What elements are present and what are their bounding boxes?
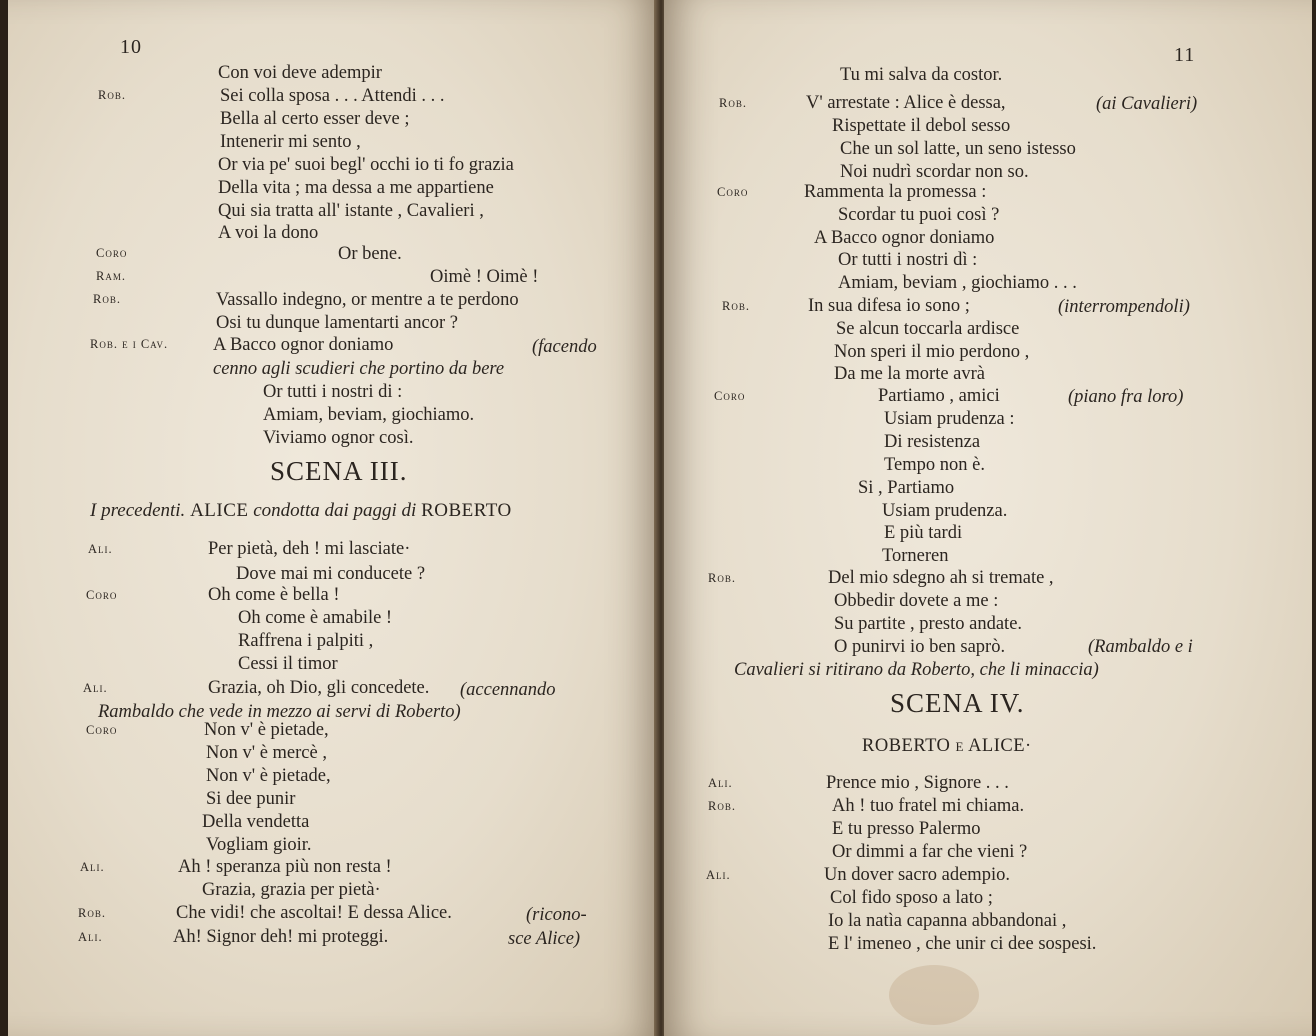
verse-line: Intenerir mi sento , (220, 132, 361, 152)
speaker-label: Coro (86, 723, 118, 737)
verse-line: Viviamo ognor così. (263, 428, 414, 448)
verse-line: A Bacco ognor doniamo (814, 228, 995, 248)
stage-direction: sce Alice) (508, 929, 581, 949)
verse-line: Bella al certo esser deve ; (220, 109, 410, 129)
verse-line: Cessi il timor (238, 654, 338, 674)
speaker-label: Rob. (722, 299, 750, 313)
speaker-label: Rob. (708, 799, 736, 813)
verse-line: Un dover sacro adempio. (824, 865, 1010, 885)
verse-line: Vogliam gioir. (206, 835, 312, 855)
paper-stain (889, 965, 979, 1025)
scene-title: SCENA IV. (890, 688, 1025, 718)
stage-direction: (ai Cavalieri) (1096, 94, 1198, 114)
verse-line: Oimè ! Oimè ! (430, 267, 539, 287)
speaker-label: Coro (717, 185, 749, 199)
verse-line: Ah! Signor deh! mi proteggi. (173, 927, 389, 947)
verse-line: Ah ! speranza più non resta ! (178, 857, 392, 877)
verse-line: Grazia, grazia per pietà· (202, 880, 381, 900)
stage-direction: (interrompendoli) (1058, 297, 1190, 317)
verse-line: Che un sol latte, un seno istesso (840, 139, 1076, 159)
verse-line: Per pietà, deh ! mi lasciate· (208, 539, 411, 559)
verse-line: Scordar tu puoi così ? (838, 205, 1000, 225)
scene-title: SCENA III. (270, 456, 408, 486)
verse-line: Tempo non è. (884, 455, 985, 475)
speaker-label: Rob. (78, 906, 106, 920)
stage-direction: (piano fra loro) (1068, 387, 1184, 407)
verse-line: Amiam, beviam, giochiamo. (263, 405, 475, 425)
right-page (664, 0, 1312, 1036)
scene-description: ROBERTO e ALICE· (862, 736, 1032, 756)
verse-line: Con voi deve adempir (218, 63, 382, 83)
verse-line: Dove mai mi conducete ? (236, 564, 426, 584)
verse-line: Rispettate il debol sesso (832, 116, 1011, 136)
verse-line: Qui sia tratta all' istante , Cavalieri , (218, 201, 484, 221)
verse-line: Or via pe' suoi begl' occhi io ti fo grazia (218, 155, 514, 175)
verse-line: Or dimmi a far che vieni ? (832, 842, 1028, 862)
speaker-label: Rob. (93, 292, 121, 306)
verse-line: Da me la morte avrà (834, 364, 986, 384)
speaker-label: Rob. (719, 96, 747, 110)
verse-line: Su partite , presto andate. (834, 614, 1023, 634)
verse-line: A voi la dono (218, 223, 319, 243)
speaker-label: Rob. e i Cav. (90, 337, 169, 351)
verse-line: Non speri il mio perdono , (834, 342, 1030, 362)
verse-line: Ah ! tuo fratel mi chiama. (832, 796, 1025, 816)
verse-line: Or bene. (338, 244, 402, 264)
verse-line: Amiam, beviam , giochiamo . . . (838, 273, 1077, 293)
verse-line: E l' imeneo , che unir ci dee sospesi. (828, 934, 1097, 954)
speaker-label: Ali. (706, 868, 731, 882)
verse-line: Della vendetta (202, 812, 310, 832)
speaker-label: Coro (714, 389, 746, 403)
verse-line: Raffrena i palpiti , (238, 631, 374, 651)
verse-line: Or tutti i nostri di : (263, 382, 403, 402)
verse-line: Osi tu dunque lamentarti ancor ? (216, 313, 458, 333)
verse-line: Si dee punir (206, 789, 296, 809)
left-page (8, 0, 658, 1036)
speaker-label: Rob. (98, 88, 126, 102)
stage-direction: (accennando (460, 680, 556, 700)
stage-direction: Rambaldo che vede in mezzo ai servi di Roberto) (98, 702, 461, 722)
verse-line: E tu presso Palermo (832, 819, 981, 839)
stage-direction: (ricono- (526, 905, 587, 925)
verse-line: Prence mio , Signore . . . (826, 773, 1009, 793)
speaker-label: Ali. (88, 542, 113, 556)
verse-line: Torneren (882, 546, 949, 566)
verse-line: Si , Partiamo (858, 478, 955, 498)
verse-line: Usiam prudenza. (882, 501, 1008, 521)
verse-line: Usiam prudenza : (884, 409, 1015, 429)
speaker-label: Ali. (83, 681, 108, 695)
character-name: ROBERTO (421, 500, 512, 521)
verse-line: V' arrestate : Alice è dessa, (806, 93, 1006, 113)
stage-direction: Cavalieri si ritirano da Roberto, che li minaccia) (734, 660, 1099, 680)
verse-line: Della vita ; ma dessa a me appartiene (218, 178, 494, 198)
verse-line: Grazia, oh Dio, gli concedete. (208, 678, 430, 698)
verse-line: Che vidi! che ascoltai! E dessa Alice. (176, 903, 452, 923)
verse-line: Non v' è mercè , (206, 743, 327, 763)
verse-line: Noi nudrì scordar non so. (840, 162, 1029, 182)
verse-line: In sua difesa io sono ; (808, 296, 970, 316)
speaker-label: Rob. (708, 571, 736, 585)
speaker-label: Ali. (80, 860, 105, 874)
verse-line: Rammenta la promessa : (804, 182, 987, 202)
verse-line: Oh come è bella ! (208, 585, 340, 605)
verse-line: Partiamo , amici (878, 386, 1000, 406)
verse-line: Obbedir dovete a me : (834, 591, 999, 611)
verse-line: Di resistenza (884, 432, 981, 452)
verse-line: Sei colla sposa . . . Attendi . . . (220, 86, 445, 106)
stage-direction: (facendo (532, 337, 597, 357)
verse-line: Oh come è amabile ! (238, 608, 393, 628)
page-number: 11 (1174, 44, 1196, 66)
character-name: ALICE (190, 500, 249, 521)
verse-line: Col fido sposo a lato ; (830, 888, 993, 908)
speaker-label: Ali. (78, 930, 103, 944)
scene-description-part: I precedenti. (90, 500, 186, 521)
stage-direction: (Rambaldo e i (1088, 637, 1193, 657)
verse-line: Or tutti i nostri dì : (838, 250, 978, 270)
speaker-label: Coro (86, 588, 118, 602)
speaker-label: Ali. (708, 776, 733, 790)
verse-line: A Bacco ognor doniamo (213, 335, 394, 355)
verse-line: O punirvi io ben saprò. (834, 637, 1006, 657)
stage-direction: cenno agli scudieri che portino da bere (213, 359, 505, 379)
scene-description (90, 500, 512, 522)
verse-line: Non v' è pietade, (204, 720, 329, 740)
verse-line: Se alcun toccarla ardisce (836, 319, 1020, 339)
page-number: 10 (120, 36, 142, 58)
verse-line: Non v' è pietade, (206, 766, 331, 786)
verse-line: E più tardi (884, 523, 963, 543)
verse-line: Tu mi salva da costor. (840, 65, 1003, 85)
speaker-label: Ram. (96, 269, 126, 283)
speaker-label: Coro (96, 246, 128, 260)
scene-description-part: condotta dai paggi di (253, 500, 417, 521)
verse-line: Io la natìa capanna abbandonai , (828, 911, 1067, 931)
verse-line: Del mio sdegno ah si tremate , (828, 568, 1054, 588)
verse-line: Vassallo indegno, or mentre a te perdono (216, 290, 519, 310)
